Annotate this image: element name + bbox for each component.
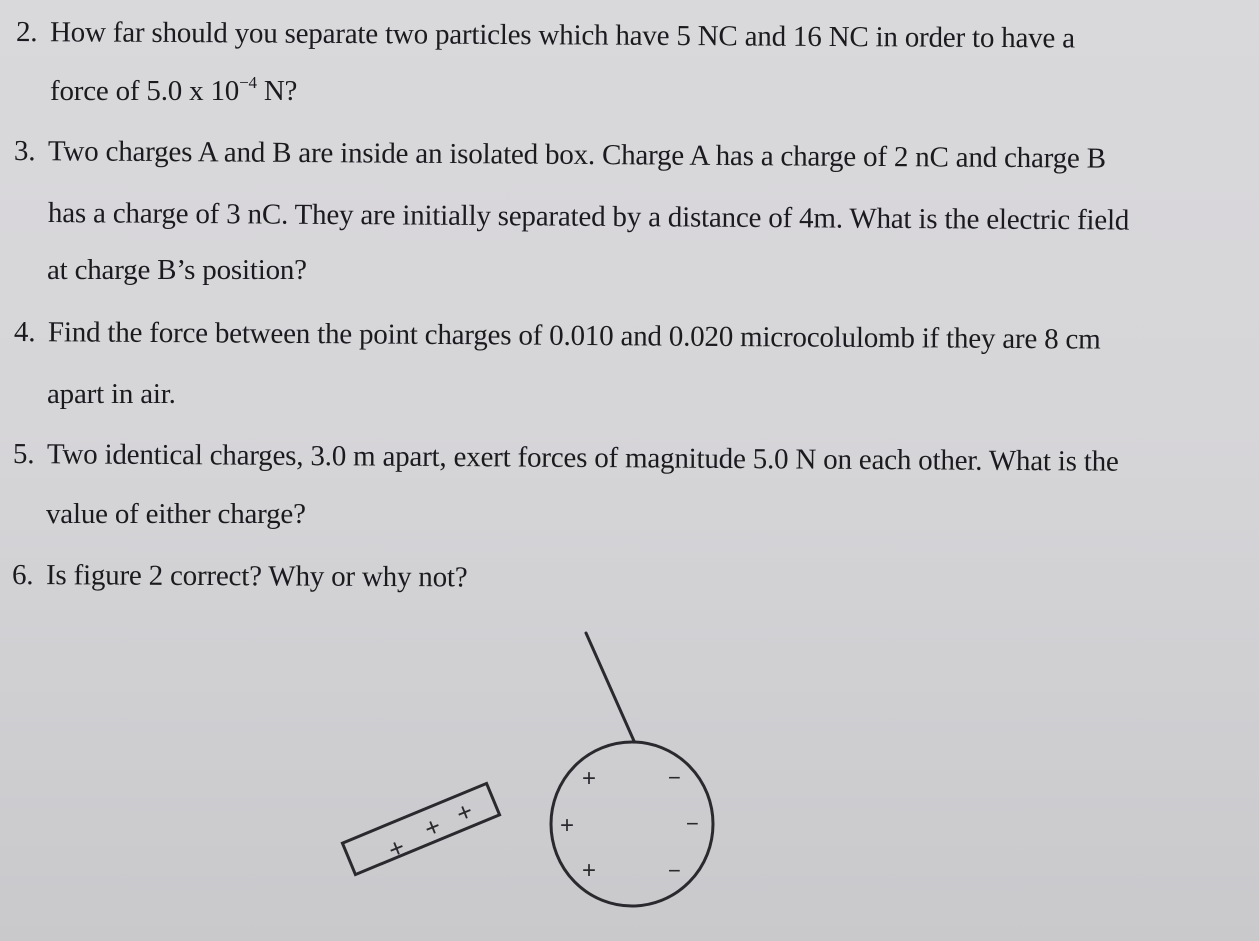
question-4-number: 4.: [13, 316, 36, 349]
sphere-positive-charge-3: +: [582, 857, 597, 884]
question-4-text-1: Find the force between the point charges of 0.010 and 0.020 microcolulomb if they are 8 cm: [47, 316, 1101, 356]
question-4-text-2: apart in air.: [47, 378, 176, 410]
rod-charge-3: +: [451, 795, 478, 829]
question-5-text-1: Two identical charges, 3.0 m apart, exert forces of magnitude 5.0 N on each other. What is the: [46, 438, 1119, 478]
question-5-text-2: value of either charge?: [46, 498, 306, 530]
question-2-force-prefix: force of 5.0 x 10: [50, 75, 240, 107]
charged-rod: [342, 783, 499, 874]
sphere-negative-charge-2: −: [686, 811, 699, 836]
suspension-thread: [586, 633, 634, 741]
question-6-number: 6.: [11, 559, 34, 592]
question-3-number: 3.: [13, 135, 36, 168]
question-2-force-suffix: N?: [256, 75, 298, 107]
sphere-positive-charge-2: +: [560, 812, 575, 839]
question-3-text-1: Two charges A and B are inside an isolated box. Charge A has a charge of 2 nC and charge B: [47, 135, 1106, 175]
question-2-text: How far should you separate two particles which have 5 NC and 16 NC in order to have a: [49, 16, 1075, 55]
question-5-number: 5.: [12, 438, 35, 471]
question-2-exponent: −4: [239, 73, 257, 92]
question-3-text-3: at charge B’s position?: [47, 254, 307, 286]
question-6-text: Is figure 2 correct? Why or why not?: [45, 559, 468, 594]
sphere-negative-charge-3: −: [668, 858, 681, 883]
rod-charge-1: +: [383, 831, 410, 865]
sphere-positive-charge-1: +: [582, 765, 597, 792]
rod-charge-2: +: [419, 810, 446, 844]
sphere-negative-charge-1: −: [668, 765, 681, 790]
question-3-text-2: has a charge of 3 nC. They are initially separated by a distance of 4m. What is the electric field: [47, 197, 1130, 237]
question-2-number: 2.: [15, 16, 38, 49]
